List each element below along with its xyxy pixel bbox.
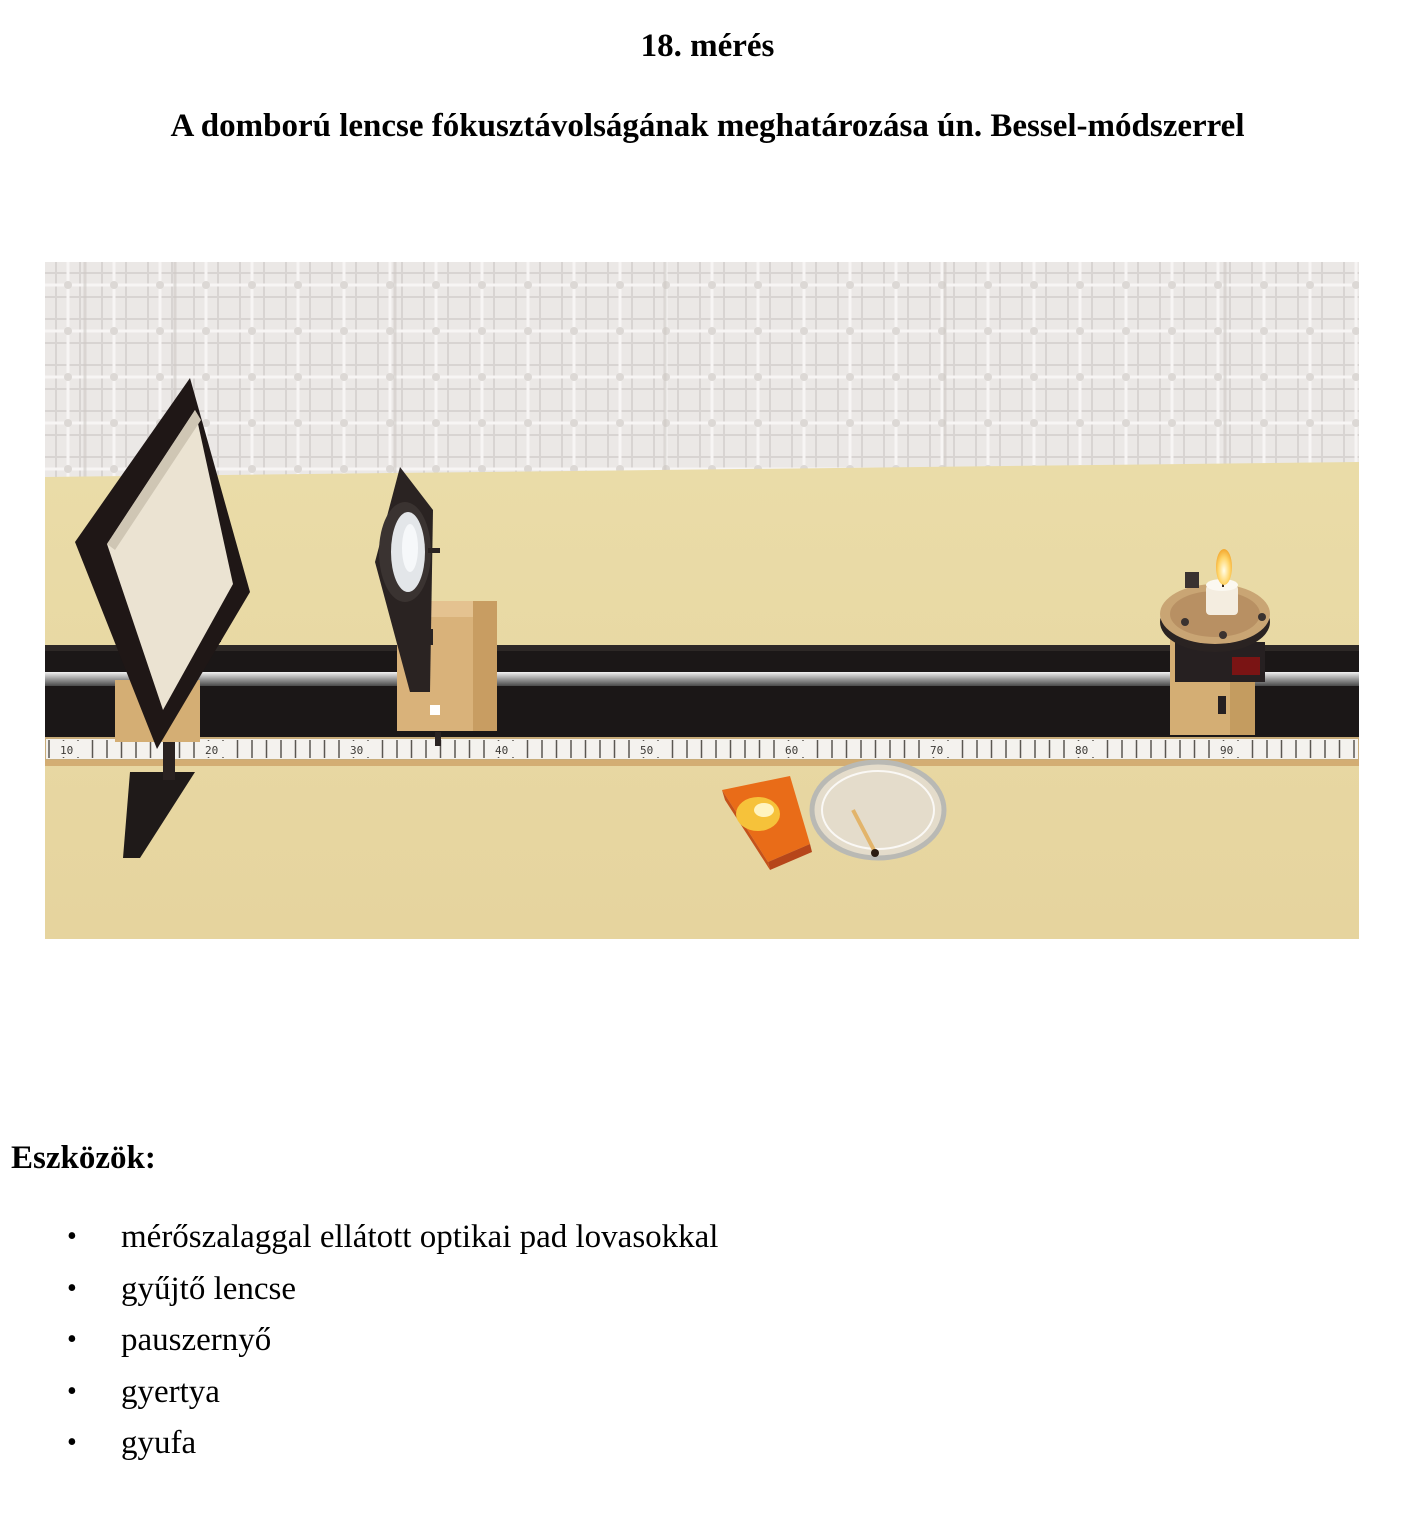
scale-label: 60 <box>785 744 799 757</box>
bullet-icon: • <box>67 1324 77 1355</box>
list-item-text: gyufa <box>121 1425 197 1461</box>
scale-label: 40 <box>495 744 509 757</box>
bullet-icon: • <box>67 1427 77 1458</box>
scale-label: 20 <box>205 744 219 757</box>
bullet-icon: • <box>67 1375 77 1407</box>
scale-label: 30 <box>350 744 364 757</box>
optical-bench-photo <box>45 262 1359 939</box>
scale-label: 80 <box>1075 744 1089 757</box>
candle-flame <box>1216 549 1232 585</box>
scale-label: 70 <box>930 744 944 757</box>
curtain-background <box>45 262 1359 477</box>
scale-label: 90 <box>1220 744 1234 757</box>
list-item-text: gyűjtő lencse <box>121 1270 297 1307</box>
bullet-icon: • <box>67 1272 77 1304</box>
tools-heading: Eszközök: <box>11 1140 156 1176</box>
bullet-icon: • <box>67 1221 77 1252</box>
list-item-text: pauszernyő <box>121 1322 272 1358</box>
glass-dish <box>812 762 944 858</box>
rail-rod <box>45 672 1359 686</box>
scale-label: 50 <box>640 744 654 757</box>
document-title: A domború lencse fókusztávolságának meghatározása ún. Bessel-módszerrel <box>170 108 1245 144</box>
measuring-scale <box>45 738 1359 766</box>
list-item-text: mérőszalaggal ellátott optikai pad lovasokkal <box>121 1219 719 1255</box>
rail-body <box>45 645 1359 737</box>
list-item-text: gyertya <box>121 1373 220 1410</box>
scale-label: 10 <box>60 744 74 757</box>
measurement-number: 18. mérés <box>640 28 775 64</box>
